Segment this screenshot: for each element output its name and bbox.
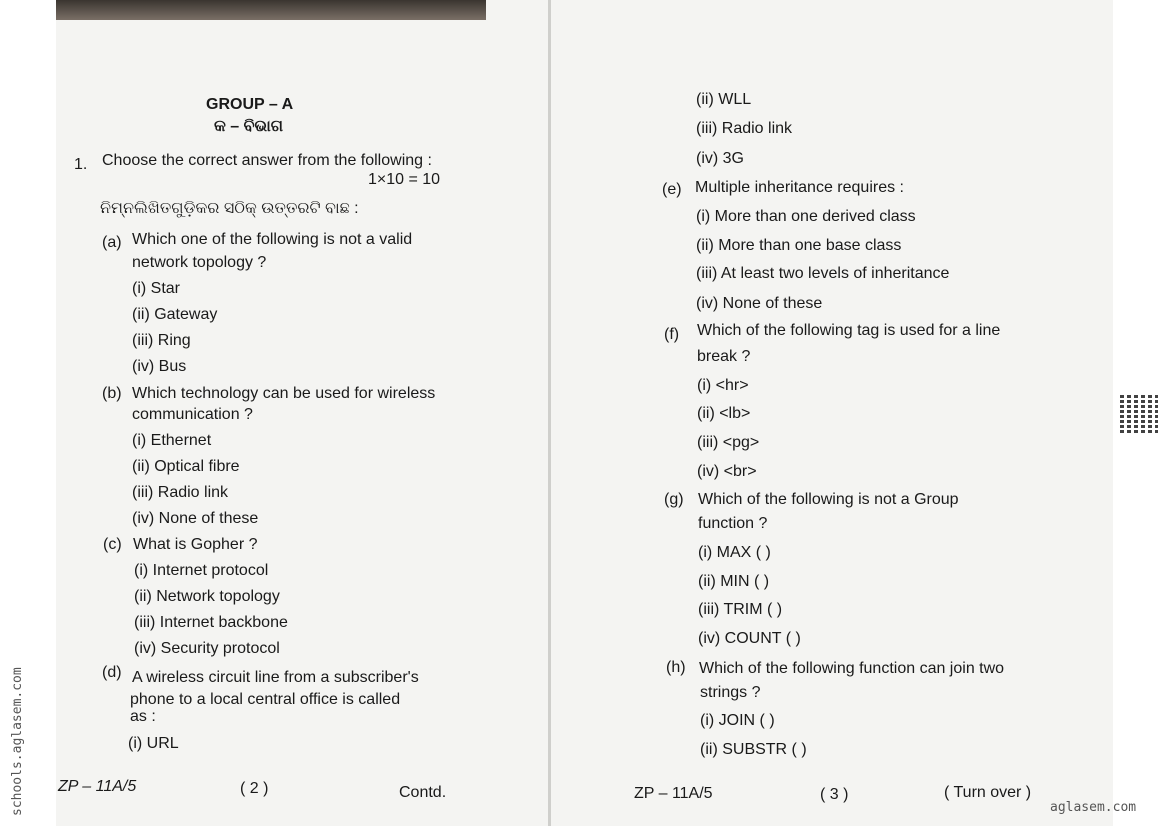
option: (ii) Network topology: [134, 588, 280, 605]
item-label: (h): [666, 659, 686, 676]
bottom-watermark: aglasem.com: [1050, 800, 1137, 815]
item-text: Which of the following is not a Group: [698, 491, 959, 508]
option: (iv) None of these: [696, 295, 823, 312]
footer-paper-code: ZP – 11A/5: [58, 778, 137, 795]
item-label: (c): [103, 536, 122, 553]
item-text: network topology ?: [132, 254, 267, 271]
item-text: Multiple inheritance requires :: [695, 179, 904, 196]
option: (ii) WLL: [696, 91, 752, 108]
item-label: (g): [664, 491, 684, 508]
footer-paper-code: ZP – 11A/5: [634, 785, 713, 802]
item-label: (f): [664, 326, 680, 343]
group-title: GROUP – A: [206, 96, 294, 113]
page-fold: [548, 0, 551, 826]
option: (iv) Security protocol: [134, 640, 280, 657]
option: (iv) <br>: [697, 463, 757, 480]
option: (ii) Optical fibre: [132, 458, 240, 475]
option: (ii) <lb>: [697, 405, 751, 422]
option: (i) Ethernet: [132, 432, 212, 449]
option: (ii) SUBSTR ( ): [700, 741, 807, 758]
option: (i) More than one derived class: [696, 208, 916, 225]
side-watermark-text: schools.aglasem.com: [10, 667, 25, 816]
item-text: What is Gopher ?: [133, 536, 258, 553]
option: (iii) <pg>: [697, 434, 760, 451]
item-label: (b): [102, 385, 122, 402]
option: (i) Star: [132, 280, 180, 297]
item-text: Which one of the following is not a valid: [132, 231, 413, 248]
qr-code-icon[interactable]: [1120, 395, 1158, 433]
option: (i) MAX ( ): [698, 544, 771, 561]
item-text: Which of the following function can join two: [699, 660, 1005, 677]
option: (i) JOIN ( ): [700, 712, 775, 729]
item-label: (d): [102, 664, 122, 681]
option: (i) Internet protocol: [134, 562, 269, 579]
item-text: communication ?: [132, 406, 253, 423]
scan-edge: [56, 0, 486, 20]
question-odia: ନିମ୍ନଲିଖିତଗୁଡ଼ିକର ସଠିକ୍ ଉତ୍ତରଟି ବାଛ :: [100, 200, 359, 217]
item-text: function ?: [698, 515, 768, 532]
option: (iii) Radio link: [132, 484, 229, 501]
footer-page-number: ( 3 ): [820, 786, 849, 803]
item-text: strings ?: [700, 684, 761, 701]
question-text: Choose the correct answer from the following :: [102, 152, 432, 169]
item-label: (a): [102, 234, 122, 251]
item-text: as :: [130, 708, 156, 725]
option: (ii) MIN ( ): [698, 573, 770, 590]
footer-page-number: ( 2 ): [240, 780, 269, 797]
question-marks: 1×10 = 10: [368, 171, 441, 188]
item-text: Which technology can be used for wireless: [132, 385, 436, 402]
option: (iii) TRIM ( ): [698, 601, 783, 618]
option: (iii) Internet backbone: [134, 614, 288, 631]
footer-turn-over: ( Turn over ): [944, 784, 1032, 801]
option: (iv) None of these: [132, 510, 259, 527]
option: (iv) COUNT ( ): [698, 630, 801, 647]
question-number: 1.: [74, 156, 88, 173]
option: (i) <hr>: [697, 377, 749, 394]
option: (i) URL: [128, 735, 179, 752]
option: (iii) At least two levels of inheritance: [696, 265, 950, 282]
option: (iii) Ring: [132, 332, 191, 349]
option: (ii) More than one base class: [696, 237, 902, 254]
option: (iv) 3G: [696, 150, 744, 167]
item-text: break ?: [697, 348, 751, 365]
item-label: (e): [662, 181, 682, 198]
item-text: Which of the following tag is used for a line: [697, 322, 1001, 339]
side-watermark: [10, 628, 34, 816]
option: (iv) Bus: [132, 358, 187, 375]
item-text: A wireless circuit line from a subscriber's: [132, 669, 419, 686]
item-text: phone to a local central office is called: [130, 691, 401, 708]
group-title-odia: କ – ବିଭାଗ: [214, 118, 284, 135]
option: (iii) Radio link: [696, 120, 793, 137]
footer-contd: Contd.: [399, 784, 447, 801]
option: (ii) Gateway: [132, 306, 218, 323]
